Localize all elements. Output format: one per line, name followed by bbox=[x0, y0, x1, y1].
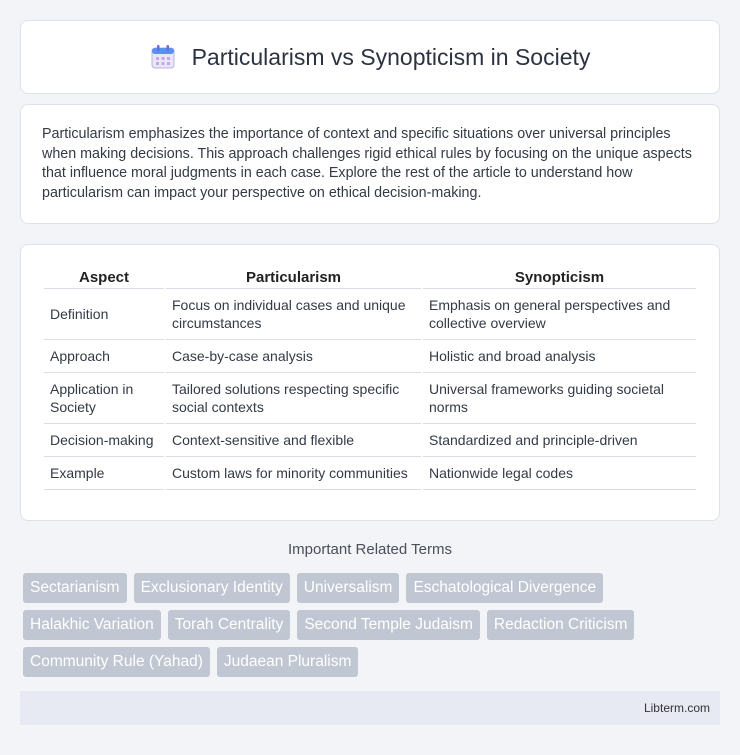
related-term-tag[interactable]: Sectarianism bbox=[23, 573, 127, 603]
table-row bbox=[44, 424, 696, 457]
intro-text: Particularism emphasizes the importance of context and specific situations over universal principles when making decisions. This approach challenges rigid ethical rules by focusing on the unique aspects that influence moral judgments in each case. Explore the rest of the article to understand how particularism can impact your perspective on ethical decision-making. bbox=[42, 126, 692, 201]
cell-aspect: Application in Society bbox=[44, 373, 164, 424]
page-title: Particularism vs Synopticism in Society bbox=[191, 43, 591, 70]
related-term-tag[interactable]: Torah Centrality bbox=[168, 610, 291, 640]
table-row bbox=[44, 289, 696, 340]
related-terms-title: Important Related Terms bbox=[288, 541, 452, 558]
cell-synopticism: Holistic and broad analysis bbox=[423, 340, 696, 373]
calendar-icon bbox=[150, 44, 176, 70]
related-terms-list bbox=[23, 573, 723, 677]
table-row bbox=[44, 373, 696, 424]
related-term-tag[interactable]: Eschatological Divergence bbox=[406, 573, 603, 603]
related-term-tag[interactable]: Redaction Criticism bbox=[487, 610, 635, 640]
related-term-tag[interactable]: Judaean Pluralism bbox=[217, 647, 359, 677]
cell-synopticism: Nationwide legal codes bbox=[423, 457, 696, 490]
footer bbox=[20, 691, 720, 725]
comparison-table bbox=[42, 265, 698, 490]
cell-aspect: Example bbox=[44, 457, 164, 490]
related-term-tag[interactable]: Universalism bbox=[297, 573, 400, 603]
table-header-row bbox=[44, 265, 696, 289]
header-synopticism: Synopticism bbox=[423, 265, 696, 289]
footer-site-link[interactable]: Libterm.com bbox=[643, 701, 710, 715]
cell-synopticism: Universal frameworks guiding societal norms bbox=[423, 373, 696, 424]
comparison-table-card bbox=[20, 244, 720, 521]
related-term-tag[interactable]: Halakhic Variation bbox=[23, 610, 161, 640]
cell-particularism: Case-by-case analysis bbox=[166, 340, 421, 373]
cell-particularism: Context-sensitive and flexible bbox=[166, 424, 421, 457]
cell-synopticism: Standardized and principle-driven bbox=[423, 424, 696, 457]
header-aspect: Aspect bbox=[44, 265, 164, 289]
cell-synopticism: Emphasis on general perspectives and collective overview bbox=[423, 289, 696, 340]
cell-particularism: Tailored solutions respecting specific social contexts bbox=[166, 373, 421, 424]
table-row bbox=[44, 457, 696, 490]
cell-particularism: Custom laws for minority communities bbox=[166, 457, 421, 490]
related-term-tag[interactable]: Second Temple Judaism bbox=[297, 610, 480, 640]
cell-aspect: Definition bbox=[44, 289, 164, 340]
related-term-tag[interactable]: Exclusionary Identity bbox=[134, 573, 290, 603]
intro-card bbox=[20, 104, 720, 224]
header-particularism: Particularism bbox=[166, 265, 421, 289]
cell-aspect: Decision-making bbox=[44, 424, 164, 457]
cell-particularism: Focus on individual cases and unique circumstances bbox=[166, 289, 421, 340]
cell-aspect: Approach bbox=[44, 340, 164, 373]
title-card bbox=[20, 20, 720, 94]
related-term-tag[interactable]: Community Rule (Yahad) bbox=[23, 647, 210, 677]
table-row bbox=[44, 340, 696, 373]
